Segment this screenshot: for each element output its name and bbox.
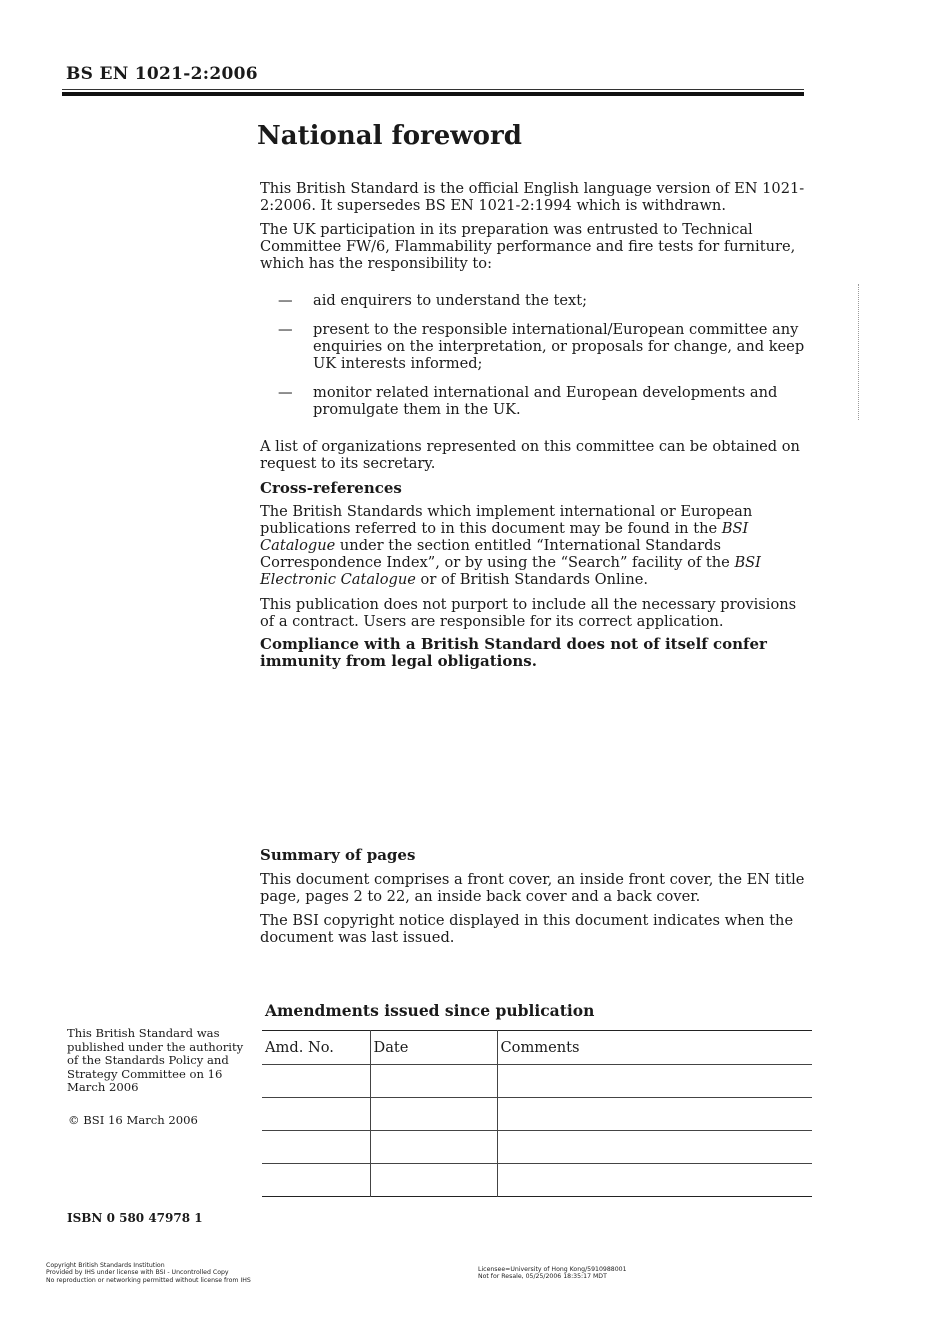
- list-item: [272, 384, 808, 418]
- compliance-statement: Compliance with a British Standard does not of itself confer immunity from legal obligations.: [260, 635, 767, 670]
- table-cell: [370, 1131, 497, 1164]
- footer-license-notice: [46, 1262, 251, 1284]
- amendments-table: [262, 1030, 812, 1197]
- table-cell: [497, 1131, 812, 1164]
- page-title: National foreword: [257, 121, 522, 151]
- column-header-comments: Comments: [497, 1031, 812, 1065]
- table-header-row: [262, 1031, 812, 1065]
- footer-line: Licensee=University of Hong Kong/5910988001: [478, 1266, 627, 1273]
- bsi-catalogue-title: BSI Catalogue: [260, 520, 749, 554]
- copyright-notice: © BSI 16 March 2006: [68, 1113, 198, 1127]
- list-item-text: aid enquirers to understand the text;: [313, 292, 588, 309]
- bsi-electronic-catalogue-title: BSI Electronic Catalogue: [260, 554, 761, 588]
- intro-paragraph-2: The UK participation in its preparation was entrusted to Technical Committee FW/6, Flammability performance and fire tests for furniture, which has the responsibility to:: [260, 221, 796, 272]
- margin-change-mark: [858, 284, 867, 420]
- table-row: [262, 1098, 812, 1131]
- publication-authority-note: This British Standard was published under the authority of the Standards Policy and Strategy Committee on 16 March 2006: [67, 1026, 244, 1095]
- bullet-dash: —: [278, 321, 293, 338]
- intro-paragraph-1: This British Standard is the official English language version of EN 1021-2:2006. It supersedes BS EN 1021-2:1994 which is withdrawn.: [260, 180, 805, 214]
- column-header-date: Date: [370, 1031, 497, 1065]
- header-rule-thick: [62, 92, 804, 96]
- table-cell: [262, 1098, 370, 1131]
- summary-paragraph-1: This document comprises a front cover, an inside front cover, the EN title page, pages 2 to 22, an inside back cover and a back cover.: [260, 871, 805, 905]
- table-cell: [497, 1098, 812, 1131]
- summary-paragraph-2: The BSI copyright notice displayed in this document indicates when the document was last issued.: [260, 912, 794, 946]
- committee-list-paragraph: A list of organizations represented on this committee can be obtained on request to its secretary.: [260, 438, 800, 472]
- document-id: BS EN 1021-2:2006: [66, 64, 258, 84]
- table-row: [262, 1131, 812, 1164]
- amendments-title: Amendments issued since publication: [265, 1001, 595, 1020]
- table-cell: [497, 1065, 812, 1098]
- footer-line: Not for Resale, 05/25/2006 18:35:17 MDT: [478, 1273, 607, 1281]
- isbn: ISBN 0 580 47978 1: [67, 1211, 203, 1225]
- list-item: [272, 321, 808, 372]
- footer-line: No reproduction or networking permitted without license from IHS: [46, 1276, 251, 1284]
- footer-line: Provided by IHS under license with BSI - Uncontrolled Copy: [46, 1269, 229, 1277]
- column-header-amd-no: Amd. No.: [262, 1031, 370, 1065]
- bullet-dash: —: [278, 384, 293, 401]
- contract-provisions-paragraph: This publication does not purport to include all the necessary provisions of a contract. Users are responsible for its correct application.: [260, 596, 797, 630]
- cross-references-paragraph: The British Standards which implement international or European publications referred to in this document may be found in the BSI Catalogue under the section entitled “International Standards Correspondence Index”, or by using the “Search” facility of the BSI Electronic Catalogue or of British Standards Online.: [260, 503, 761, 588]
- table-cell: [370, 1164, 497, 1197]
- table-cell: [262, 1164, 370, 1197]
- footer-licensee-notice: [478, 1266, 627, 1281]
- list-item-text: monitor related international and European developments and promulgate them in the UK.: [313, 384, 778, 418]
- table-cell: [370, 1065, 497, 1098]
- table-cell: [262, 1065, 370, 1098]
- table-cell: [497, 1164, 812, 1197]
- list-item: [272, 292, 808, 309]
- bullet-list: [272, 292, 808, 418]
- bullet-dash: —: [278, 292, 293, 309]
- table-cell: [262, 1131, 370, 1164]
- table-row: [262, 1065, 812, 1098]
- list-item-text: present to the responsible international/European committee any enquiries on the interpretation, or proposals for change, and keep UK interests informed;: [313, 321, 805, 372]
- cross-references-heading: Cross-references: [260, 479, 402, 497]
- footer-line: Copyright British Standards Institution: [46, 1262, 165, 1269]
- summary-heading: Summary of pages: [260, 846, 416, 864]
- table-cell: [370, 1098, 497, 1131]
- header-rule-thin: [62, 89, 804, 90]
- table-row: [262, 1164, 812, 1197]
